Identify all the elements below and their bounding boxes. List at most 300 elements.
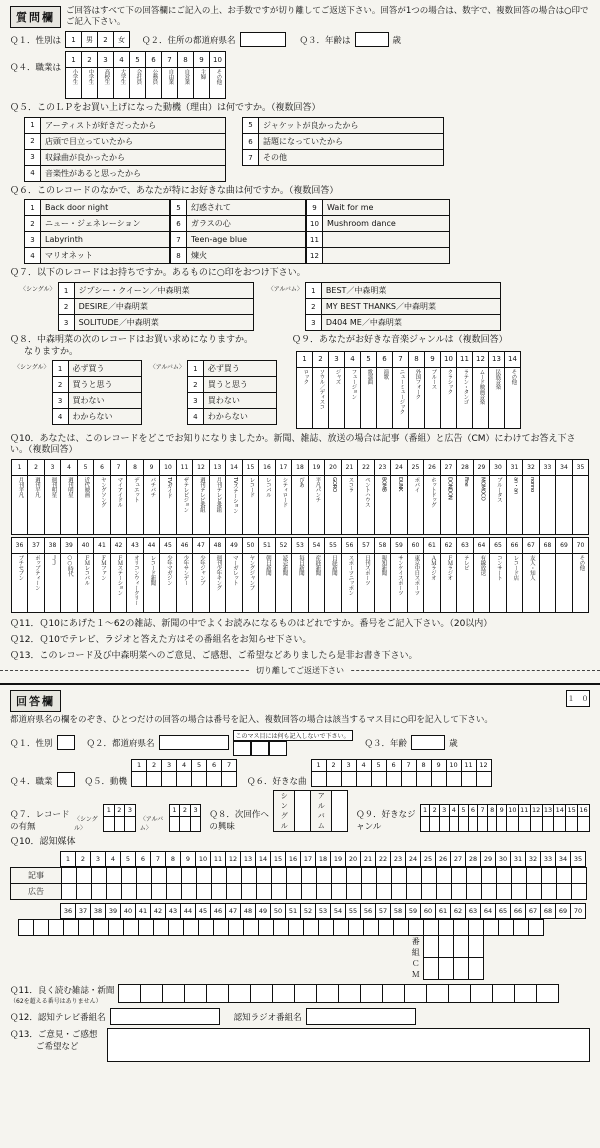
a9-cell-5[interactable] xyxy=(459,816,469,831)
a9-cell-7[interactable] xyxy=(478,816,488,831)
a10r1-article-cell-24[interactable] xyxy=(407,867,422,883)
a11-cell-12[interactable] xyxy=(361,985,383,1003)
a10r1-ad-cell-33[interactable] xyxy=(542,883,557,899)
a9-cell-9[interactable] xyxy=(497,816,507,831)
a7a-cell-2[interactable] xyxy=(180,816,191,831)
q8-s-text-4[interactable]: わからない xyxy=(68,409,141,425)
q6-text-6[interactable]: ガラスの心 xyxy=(187,216,306,232)
a11-cell-8[interactable] xyxy=(273,985,295,1003)
q9-num-14[interactable]: 14 xyxy=(505,351,521,367)
q10-num-17[interactable]: 17 xyxy=(275,460,292,476)
a10r1-ad-cell-8[interactable] xyxy=(167,883,182,899)
a10r1-ad-cell-20[interactable] xyxy=(347,883,362,899)
a13-input[interactable] xyxy=(107,1028,590,1062)
a9-cell-4[interactable] xyxy=(449,816,459,831)
a10r2-cell-46[interactable] xyxy=(169,919,184,935)
q10-num-38[interactable]: 38 xyxy=(44,538,61,554)
a10r2-cell-70[interactable] xyxy=(529,919,544,935)
q10-num-43[interactable]: 43 xyxy=(127,538,144,554)
a11-cell-6[interactable] xyxy=(229,985,251,1003)
q10-num-61[interactable]: 61 xyxy=(424,538,441,554)
q8-s-num-2[interactable]: 2 xyxy=(52,377,68,393)
q8-s-text-1[interactable]: 必ず買う xyxy=(68,361,141,377)
a10r2-extra-ＣＭ-27[interactable] xyxy=(424,958,439,980)
q10-num-11[interactable]: 11 xyxy=(176,460,193,476)
a10r2-cell-54[interactable] xyxy=(289,919,304,935)
q10-num-48[interactable]: 48 xyxy=(209,538,226,554)
a11-cell-13[interactable] xyxy=(383,985,405,1003)
q6-num-7[interactable]: 7 xyxy=(171,232,187,248)
a10r1-article-cell-29[interactable] xyxy=(482,867,497,883)
q10-num-18[interactable]: 18 xyxy=(292,460,309,476)
a10r1-ad-cell-15[interactable] xyxy=(272,883,287,899)
q10-num-36[interactable]: 36 xyxy=(11,538,28,554)
a10r2-cell-55[interactable] xyxy=(304,919,319,935)
q10-num-8[interactable]: 8 xyxy=(127,460,144,476)
q10-num-52[interactable]: 52 xyxy=(275,538,292,554)
q8-a-num-1[interactable]: 1 xyxy=(187,361,203,377)
q10-num-16[interactable]: 16 xyxy=(259,460,276,476)
q9-num-1[interactable]: 1 xyxy=(297,351,313,367)
q10-num-9[interactable]: 9 xyxy=(143,460,160,476)
q4-num-6[interactable]: 6 xyxy=(146,52,162,68)
a9-cell-12[interactable] xyxy=(530,816,542,831)
a6-cell-1[interactable] xyxy=(311,771,326,786)
a10r1-article-cell-13[interactable] xyxy=(242,867,257,883)
q8-a-num-2[interactable]: 2 xyxy=(187,377,203,393)
q10-num-67[interactable]: 67 xyxy=(523,538,540,554)
q9-num-3[interactable]: 3 xyxy=(329,351,345,367)
q10-num-6[interactable]: 6 xyxy=(94,460,111,476)
a10r1-ad-cell-5[interactable] xyxy=(122,883,137,899)
a9-cell-15[interactable] xyxy=(566,816,578,831)
a11-cell-19[interactable] xyxy=(515,985,537,1003)
a10r1-ad-cell-3[interactable] xyxy=(92,883,107,899)
a10r1-article-cell-11[interactable] xyxy=(212,867,227,883)
a11-cell-9[interactable] xyxy=(295,985,317,1003)
a9-cell-1[interactable] xyxy=(420,816,430,831)
a10r1-article-cell-12[interactable] xyxy=(227,867,242,883)
a10r2-cell-51[interactable] xyxy=(244,919,259,935)
q4-num-5[interactable]: 5 xyxy=(130,52,146,68)
a5-cell-7[interactable] xyxy=(222,771,237,786)
q10-num-69[interactable]: 69 xyxy=(556,538,573,554)
a10r1-ad-cell-29[interactable] xyxy=(482,883,497,899)
q10-num-50[interactable]: 50 xyxy=(242,538,259,554)
a10r2-cell-64[interactable] xyxy=(439,919,454,935)
a10r2-cell-69[interactable] xyxy=(514,919,529,935)
q10-num-5[interactable]: 5 xyxy=(77,460,94,476)
q10-num-34[interactable]: 34 xyxy=(556,460,573,476)
q7-a-num-1[interactable]: 1 xyxy=(305,283,321,299)
q7-s-num-2[interactable]: 2 xyxy=(58,299,74,315)
q5-num-2[interactable]: 2 xyxy=(25,133,41,149)
a10r2-cell-66[interactable] xyxy=(469,919,484,935)
q10-num-41[interactable]: 41 xyxy=(94,538,111,554)
q4-num-4[interactable]: 4 xyxy=(114,52,130,68)
a11-cell-11[interactable] xyxy=(339,985,361,1003)
q10-num-62[interactable]: 62 xyxy=(440,538,457,554)
a10r2-cell-43[interactable] xyxy=(124,919,139,935)
q6-num-5[interactable]: 5 xyxy=(171,200,187,216)
a9-cell-6[interactable] xyxy=(468,816,478,831)
a11-cell-2[interactable] xyxy=(141,985,163,1003)
a10r1-article-cell-16[interactable] xyxy=(287,867,302,883)
a5-cell-4[interactable] xyxy=(177,771,192,786)
q5-text-5[interactable]: ジャケットが良かったから xyxy=(259,117,444,133)
a10r1-article-cell-31[interactable] xyxy=(512,867,527,883)
q10-num-29[interactable]: 29 xyxy=(473,460,490,476)
q10-num-31[interactable]: 31 xyxy=(506,460,523,476)
a10r1-article-cell-27[interactable] xyxy=(452,867,467,883)
a6-cell-9[interactable] xyxy=(431,771,446,786)
a11-cell-1[interactable] xyxy=(119,985,141,1003)
q1-opt-2-num[interactable]: 2 xyxy=(98,32,114,48)
a10r1-ad-cell-19[interactable] xyxy=(332,883,347,899)
a6-cell-3[interactable] xyxy=(341,771,356,786)
a10r1-ad-cell-18[interactable] xyxy=(317,883,332,899)
a11-cell-4[interactable] xyxy=(185,985,207,1003)
a10r1-article-cell-23[interactable] xyxy=(392,867,407,883)
q10-num-45[interactable]: 45 xyxy=(160,538,177,554)
a10r2-cell-42[interactable] xyxy=(109,919,124,935)
a10r1-article-cell-6[interactable] xyxy=(137,867,152,883)
a11-cell-10[interactable] xyxy=(317,985,339,1003)
a11-cell-3[interactable] xyxy=(163,985,185,1003)
q5-num-1[interactable]: 1 xyxy=(25,117,41,133)
a10r1-ad-cell-12[interactable] xyxy=(227,883,242,899)
q10-num-2[interactable]: 2 xyxy=(28,460,45,476)
q1-opt-1-text[interactable]: 男 xyxy=(82,32,98,48)
q7-s-text-2[interactable]: DESIRE／中森明菜 xyxy=(74,299,253,315)
a9-cell-10[interactable] xyxy=(507,816,519,831)
q5-text-6[interactable]: 話題になっていたから xyxy=(259,133,444,149)
q5-text-2[interactable]: 店頭で目立っていたから xyxy=(41,133,226,149)
q10-num-59[interactable]: 59 xyxy=(391,538,408,554)
q9-num-9[interactable]: 9 xyxy=(425,351,441,367)
a10r1-article-cell-14[interactable] xyxy=(257,867,272,883)
a9-cell-11[interactable] xyxy=(518,816,530,831)
q10-num-57[interactable]: 57 xyxy=(358,538,375,554)
a4-input[interactable] xyxy=(57,772,75,787)
q10-num-44[interactable]: 44 xyxy=(143,538,160,554)
a10r2-extra-ＣＭ-28[interactable] xyxy=(439,958,454,980)
a11-cell-7[interactable] xyxy=(251,985,273,1003)
a10r1-article-cell-35[interactable] xyxy=(572,867,587,883)
a10r2-cell-53[interactable] xyxy=(274,919,289,935)
a10r2-cell-60[interactable] xyxy=(379,919,394,935)
q6-num-12[interactable]: 12 xyxy=(307,248,323,264)
a10r2-cell-67[interactable] xyxy=(484,919,499,935)
q8-a-text-4[interactable]: わからない xyxy=(203,409,276,425)
q7-a-text-1[interactable]: BEST／中森明菜 xyxy=(321,283,500,299)
q10-num-26[interactable]: 26 xyxy=(424,460,441,476)
q6-num-8[interactable]: 8 xyxy=(171,248,187,264)
q6-text-3[interactable]: Labyrinth xyxy=(41,232,170,248)
a10r1-ad-cell-35[interactable] xyxy=(572,883,587,899)
a10r1-article-cell-21[interactable] xyxy=(362,867,377,883)
q8-a-num-4[interactable]: 4 xyxy=(187,409,203,425)
q10-num-20[interactable]: 20 xyxy=(325,460,342,476)
a10r1-ad-cell-14[interactable] xyxy=(257,883,272,899)
a9-cell-3[interactable] xyxy=(439,816,449,831)
q10-num-35[interactable]: 35 xyxy=(572,460,589,476)
q9-num-10[interactable]: 10 xyxy=(441,351,457,367)
q10-num-51[interactable]: 51 xyxy=(259,538,276,554)
a8-single-input[interactable] xyxy=(295,790,311,831)
a10r1-ad-cell-10[interactable] xyxy=(197,883,212,899)
a10r1-article-cell-26[interactable] xyxy=(437,867,452,883)
q6-num-2[interactable]: 2 xyxy=(25,216,41,232)
a10r2-cell-41[interactable] xyxy=(94,919,109,935)
a10r1-article-cell-32[interactable] xyxy=(527,867,542,883)
q6-text-8[interactable]: 煉火 xyxy=(187,248,306,264)
q6-num-4[interactable]: 4 xyxy=(25,248,41,264)
q5-text-1[interactable]: アーティストが好きだったから xyxy=(41,117,226,133)
a7s-cell-1[interactable] xyxy=(104,816,115,831)
q10-num-40[interactable]: 40 xyxy=(77,538,94,554)
a10r2-cell-45[interactable] xyxy=(154,919,169,935)
a2-input[interactable] xyxy=(159,735,229,750)
q2-input[interactable] xyxy=(240,32,286,47)
a10r1-ad-cell-13[interactable] xyxy=(242,883,257,899)
q6-text-2[interactable]: ニュー・ジェネレーション xyxy=(41,216,170,232)
a10r2-cell-48[interactable] xyxy=(199,919,214,935)
a1-input[interactable] xyxy=(57,735,75,750)
a10r2-cell-36[interactable] xyxy=(19,919,34,935)
a9-cell-2[interactable] xyxy=(430,816,440,831)
q8-a-num-3[interactable]: 3 xyxy=(187,393,203,409)
q1-opt-2-text[interactable]: 女 xyxy=(114,32,130,48)
a10r1-article-cell-5[interactable] xyxy=(122,867,137,883)
q10-num-23[interactable]: 23 xyxy=(374,460,391,476)
a10r1-article-cell-4[interactable] xyxy=(107,867,122,883)
a5-cell-6[interactable] xyxy=(207,771,222,786)
q10-num-70[interactable]: 70 xyxy=(572,538,589,554)
q6-num-9[interactable]: 9 xyxy=(307,200,323,216)
q10-num-12[interactable]: 12 xyxy=(193,460,210,476)
a10r1-ad-cell-6[interactable] xyxy=(137,883,152,899)
a11-cell-18[interactable] xyxy=(493,985,515,1003)
q5-text-4[interactable]: 音楽性があると思ったから xyxy=(41,165,226,181)
a10r1-ad-cell-30[interactable] xyxy=(497,883,512,899)
a10r1-ad-cell-27[interactable] xyxy=(452,883,467,899)
a6-cell-5[interactable] xyxy=(371,771,386,786)
a10r1-article-cell-22[interactable] xyxy=(377,867,392,883)
q10-num-37[interactable]: 37 xyxy=(28,538,45,554)
q4-num-3[interactable]: 3 xyxy=(98,52,114,68)
a5-cell-5[interactable] xyxy=(192,771,207,786)
q5-num-4[interactable]: 4 xyxy=(25,165,41,181)
a10r2-cell-40[interactable] xyxy=(79,919,94,935)
a6-cell-11[interactable] xyxy=(461,771,476,786)
a10r2-cell-65[interactable] xyxy=(454,919,469,935)
a10r2-cell-57[interactable] xyxy=(334,919,349,935)
q10-num-30[interactable]: 30 xyxy=(490,460,507,476)
q7-s-text-1[interactable]: ジプシー・クイーン／中森明菜 xyxy=(74,283,253,299)
q10-num-7[interactable]: 7 xyxy=(110,460,127,476)
a6-cell-7[interactable] xyxy=(401,771,416,786)
q8-s-text-3[interactable]: 買わない xyxy=(68,393,141,409)
q7-s-text-3[interactable]: SOLITUDE／中森明菜 xyxy=(74,315,253,331)
a9-cell-16[interactable] xyxy=(578,816,590,831)
a10r2-cell-63[interactable] xyxy=(424,919,439,935)
a10r1-article-cell-15[interactable] xyxy=(272,867,287,883)
a10r2-cell-37[interactable] xyxy=(34,919,49,935)
q10-num-42[interactable]: 42 xyxy=(110,538,127,554)
q5-text-7[interactable]: その他 xyxy=(259,150,444,166)
q5-text-3[interactable]: 収録曲が良かったから xyxy=(41,149,226,165)
q6-text-4[interactable]: マリオネット xyxy=(41,248,170,264)
a10r2-cell-56[interactable] xyxy=(319,919,334,935)
a6-cell-12[interactable] xyxy=(476,771,491,786)
q10-num-28[interactable]: 28 xyxy=(457,460,474,476)
a10r1-ad-cell-25[interactable] xyxy=(422,883,437,899)
a5-cell-1[interactable] xyxy=(132,771,147,786)
a10r1-article-cell-19[interactable] xyxy=(332,867,347,883)
q10-num-58[interactable]: 58 xyxy=(374,538,391,554)
q9-num-11[interactable]: 11 xyxy=(457,351,473,367)
a7a-cell-1[interactable] xyxy=(169,816,180,831)
q10-num-64[interactable]: 64 xyxy=(473,538,490,554)
q6-text-9[interactable]: Wait for me xyxy=(323,200,450,216)
q8-s-text-2[interactable]: 買うと思う xyxy=(68,377,141,393)
q10-num-39[interactable]: 39 xyxy=(61,538,78,554)
q9-num-7[interactable]: 7 xyxy=(393,351,409,367)
q4-num-10[interactable]: 10 xyxy=(210,52,226,68)
q6-num-3[interactable]: 3 xyxy=(25,232,41,248)
a10r1-ad-cell-32[interactable] xyxy=(527,883,542,899)
a10r1-ad-cell-31[interactable] xyxy=(512,883,527,899)
a10r1-ad-cell-24[interactable] xyxy=(407,883,422,899)
a9-cell-14[interactable] xyxy=(554,816,566,831)
a10r1-article-cell-25[interactable] xyxy=(422,867,437,883)
q9-num-8[interactable]: 8 xyxy=(409,351,425,367)
q8-a-text-1[interactable]: 必ず買う xyxy=(203,361,276,377)
q10-num-47[interactable]: 47 xyxy=(193,538,210,554)
a10r2-extra-番組-27[interactable] xyxy=(424,935,439,958)
a10r2-extra-番組-30[interactable] xyxy=(469,935,484,958)
a7s-cell-2[interactable] xyxy=(114,816,125,831)
a7s-cell-3[interactable] xyxy=(125,816,136,831)
q9-num-6[interactable]: 6 xyxy=(377,351,393,367)
q3-input[interactable] xyxy=(355,32,389,47)
a10r1-ad-cell-26[interactable] xyxy=(437,883,452,899)
a10r1-article-cell-34[interactable] xyxy=(557,867,572,883)
q10-num-33[interactable]: 33 xyxy=(539,460,556,476)
a11-cell-16[interactable] xyxy=(449,985,471,1003)
a10r1-ad-cell-28[interactable] xyxy=(467,883,482,899)
a10r1-article-cell-20[interactable] xyxy=(347,867,362,883)
a6-cell-10[interactable] xyxy=(446,771,461,786)
a6-cell-6[interactable] xyxy=(386,771,401,786)
q10-num-53[interactable]: 53 xyxy=(292,538,309,554)
q5-num-7[interactable]: 7 xyxy=(243,150,259,166)
q8-s-num-4[interactable]: 4 xyxy=(52,409,68,425)
a10r2-extra-番組-29[interactable] xyxy=(454,935,469,958)
q7-a-num-3[interactable]: 3 xyxy=(305,315,321,331)
q5-num-6[interactable]: 6 xyxy=(243,133,259,149)
a10r1-ad-cell-11[interactable] xyxy=(212,883,227,899)
q8-a-text-2[interactable]: 買うと思う xyxy=(203,377,276,393)
q6-num-6[interactable]: 6 xyxy=(171,216,187,232)
a10r1-ad-cell-4[interactable] xyxy=(107,883,122,899)
a10r1-ad-cell-7[interactable] xyxy=(152,883,167,899)
a7a-cell-3[interactable] xyxy=(190,816,201,831)
a10r2-extra-ＣＭ-30[interactable] xyxy=(469,958,484,980)
q4-num-2[interactable]: 2 xyxy=(82,52,98,68)
a10r1-ad-cell-17[interactable] xyxy=(302,883,317,899)
a10r1-article-cell-7[interactable] xyxy=(152,867,167,883)
q8-s-num-1[interactable]: 1 xyxy=(52,361,68,377)
a10r2-cell-47[interactable] xyxy=(184,919,199,935)
q10-num-66[interactable]: 66 xyxy=(506,538,523,554)
a10r2-extra-番組-28[interactable] xyxy=(439,935,454,958)
a10r2-cell-44[interactable] xyxy=(139,919,154,935)
a10r2-cell-39[interactable] xyxy=(64,919,79,935)
a10r1-article-cell-30[interactable] xyxy=(497,867,512,883)
q10-num-32[interactable]: 32 xyxy=(523,460,540,476)
q10-num-27[interactable]: 27 xyxy=(440,460,457,476)
q10-num-54[interactable]: 54 xyxy=(308,538,325,554)
q1-opt-1-num[interactable]: 1 xyxy=(66,32,82,48)
q10-num-24[interactable]: 24 xyxy=(391,460,408,476)
q6-text-5[interactable]: 幻惑されて xyxy=(187,200,306,216)
a11-cell-14[interactable] xyxy=(405,985,427,1003)
q10-num-19[interactable]: 19 xyxy=(308,460,325,476)
a10r1-ad-cell-1[interactable] xyxy=(62,883,77,899)
a10r1-ad-cell-22[interactable] xyxy=(377,883,392,899)
q10-num-22[interactable]: 22 xyxy=(358,460,375,476)
q9-num-5[interactable]: 5 xyxy=(361,351,377,367)
q10-num-60[interactable]: 60 xyxy=(407,538,424,554)
a10r1-ad-cell-16[interactable] xyxy=(287,883,302,899)
a12-radio-input[interactable] xyxy=(306,1008,416,1025)
a11-cell-20[interactable] xyxy=(537,985,559,1003)
a10r1-ad-cell-9[interactable] xyxy=(182,883,197,899)
q6-text-1[interactable]: Back door night xyxy=(41,200,170,216)
a11-cell-15[interactable] xyxy=(427,985,449,1003)
a12-tv-input[interactable] xyxy=(110,1008,220,1025)
q6-text-11[interactable] xyxy=(323,232,450,248)
q7-a-num-2[interactable]: 2 xyxy=(305,299,321,315)
a10r1-ad-cell-2[interactable] xyxy=(77,883,92,899)
q10-num-63[interactable]: 63 xyxy=(457,538,474,554)
a10r1-ad-cell-34[interactable] xyxy=(557,883,572,899)
q10-num-25[interactable]: 25 xyxy=(407,460,424,476)
a10r2-cell-38[interactable] xyxy=(49,919,64,935)
a10r1-article-cell-1[interactable] xyxy=(62,867,77,883)
q6-num-10[interactable]: 10 xyxy=(307,216,323,232)
a10r2-cell-58[interactable] xyxy=(349,919,364,935)
a10r1-ad-cell-23[interactable] xyxy=(392,883,407,899)
a10r2-cell-52[interactable] xyxy=(259,919,274,935)
q10-num-15[interactable]: 15 xyxy=(242,460,259,476)
a11-cell-17[interactable] xyxy=(471,985,493,1003)
a10r2-cell-61[interactable] xyxy=(394,919,409,935)
q6-num-11[interactable]: 11 xyxy=(307,232,323,248)
a10r1-article-cell-18[interactable] xyxy=(317,867,332,883)
q10-num-56[interactable]: 56 xyxy=(341,538,358,554)
a10r2-cell-49[interactable] xyxy=(214,919,229,935)
q9-num-4[interactable]: 4 xyxy=(345,351,361,367)
a10r1-article-cell-33[interactable] xyxy=(542,867,557,883)
a6-cell-8[interactable] xyxy=(416,771,431,786)
q4-num-9[interactable]: 9 xyxy=(194,52,210,68)
a10r2-cell-50[interactable] xyxy=(229,919,244,935)
q10-num-46[interactable]: 46 xyxy=(176,538,193,554)
a10r1-ad-cell-21[interactable] xyxy=(362,883,377,899)
